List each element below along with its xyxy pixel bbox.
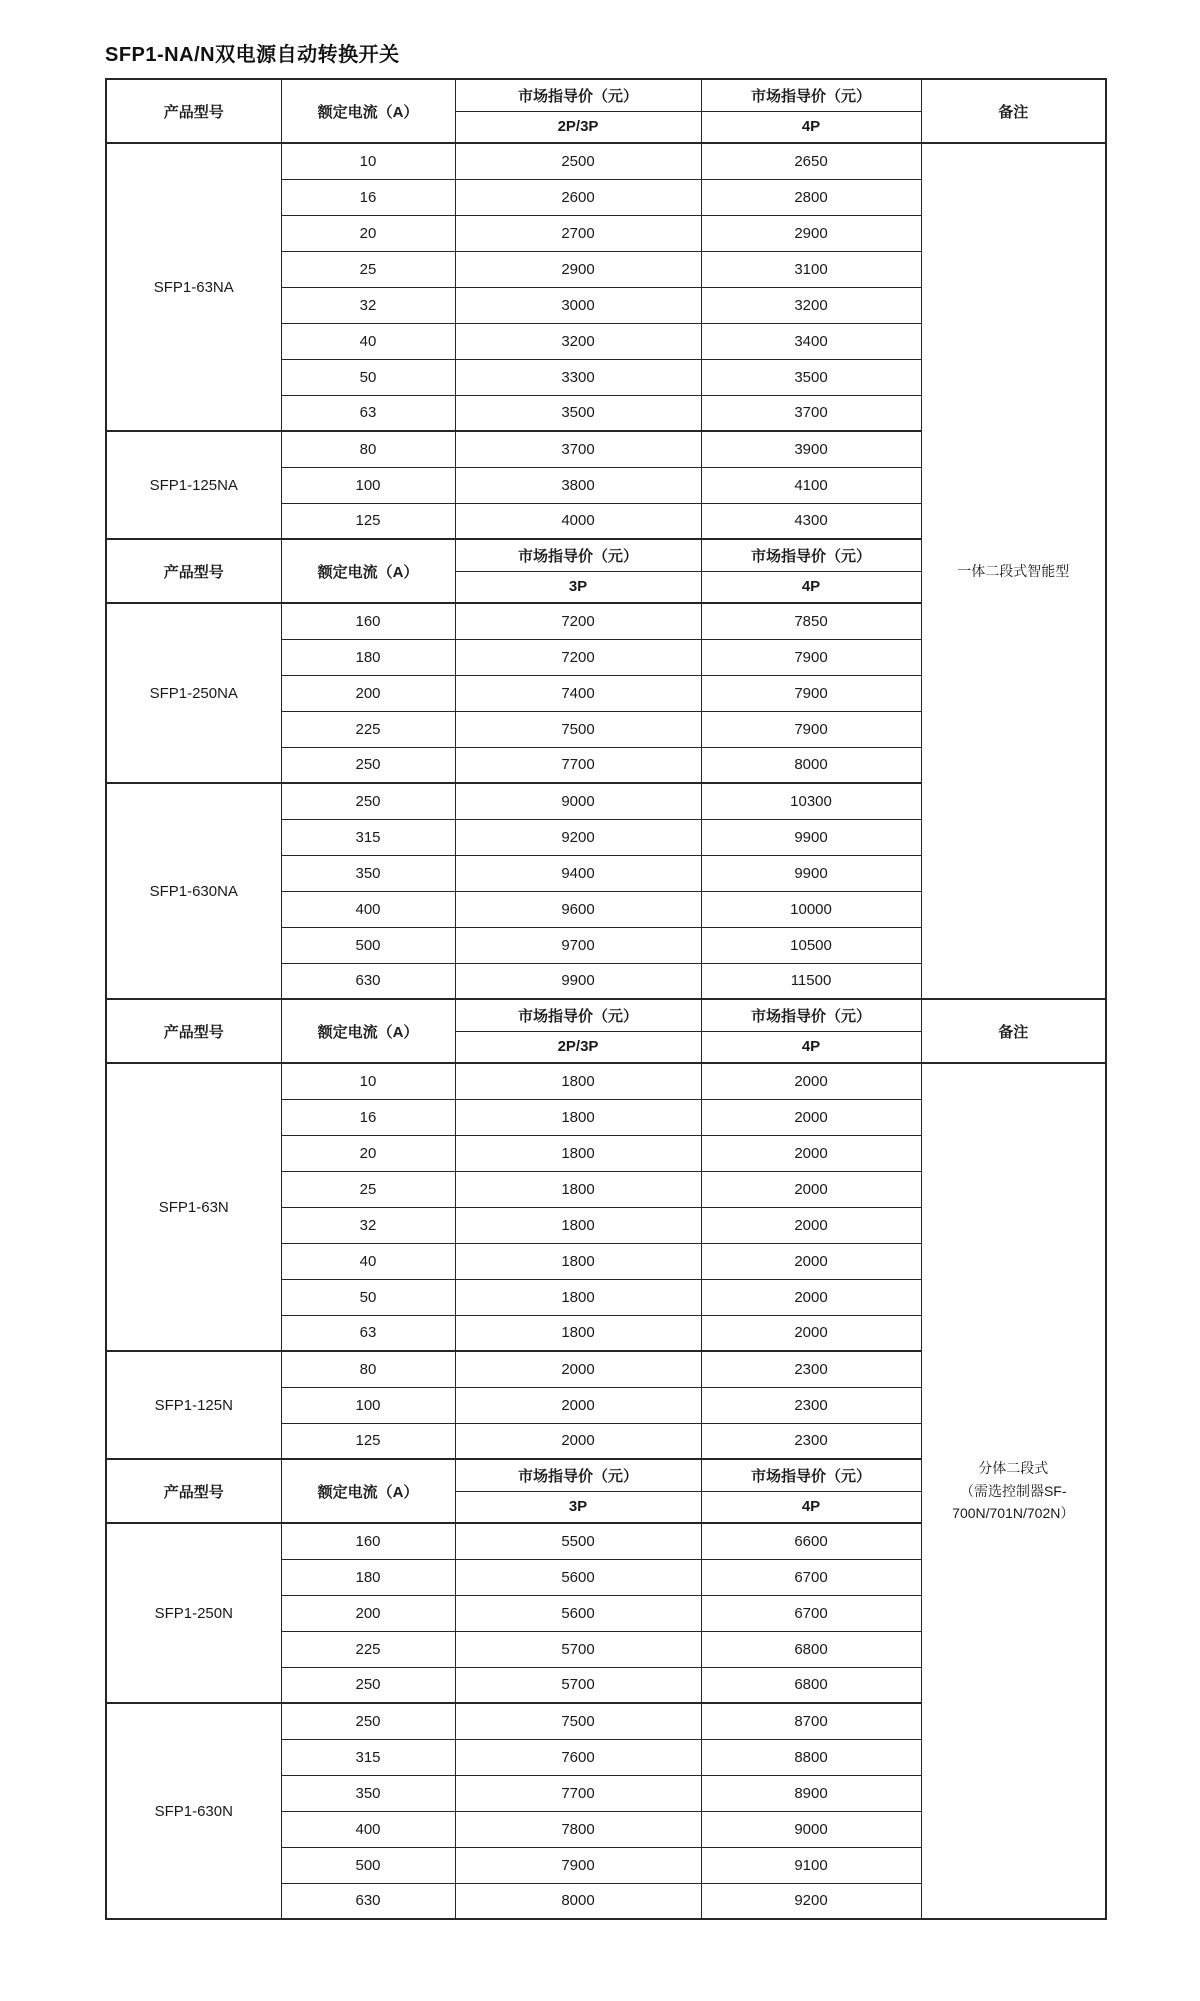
price-cell-right: 10000 (701, 891, 921, 927)
current-cell: 20 (281, 1135, 455, 1171)
price-cell-left: 5500 (455, 1523, 701, 1559)
model-cell: SFP1-125N (106, 1351, 281, 1459)
current-cell: 200 (281, 1595, 455, 1631)
price-cell-right: 3400 (701, 323, 921, 359)
price-cell-right: 2800 (701, 179, 921, 215)
price-cell-right: 2000 (701, 1243, 921, 1279)
price-cell-right: 4100 (701, 467, 921, 503)
model-cell: SFP1-125NA (106, 431, 281, 539)
current-cell: 10 (281, 1063, 455, 1099)
current-cell: 630 (281, 963, 455, 999)
col-header-price-left: 市场指导价（元） (455, 1459, 701, 1491)
model-cell: SFP1-63NA (106, 143, 281, 431)
price-cell-left: 5600 (455, 1559, 701, 1595)
col-header-current: 额定电流（A） (281, 1459, 455, 1523)
price-cell-left: 4000 (455, 503, 701, 539)
current-cell: 500 (281, 927, 455, 963)
price-cell-right: 8700 (701, 1703, 921, 1739)
price-cell-right: 6700 (701, 1559, 921, 1595)
price-cell-left: 1800 (455, 1171, 701, 1207)
price-cell-left: 1800 (455, 1207, 701, 1243)
current-cell: 50 (281, 1279, 455, 1315)
price-cell-right: 9900 (701, 819, 921, 855)
price-cell-left: 7700 (455, 747, 701, 783)
price-cell-left: 2900 (455, 251, 701, 287)
header-row (106, 79, 1106, 111)
col-header-price-left: 市场指导价（元） (455, 79, 701, 111)
price-cell-right: 8000 (701, 747, 921, 783)
col-header-model: 产品型号 (106, 79, 281, 143)
price-cell-right: 2000 (701, 1099, 921, 1135)
col-header-price-left: 市场指导价（元） (455, 539, 701, 571)
model-cell: SFP1-63N (106, 1063, 281, 1351)
price-cell-right: 3700 (701, 395, 921, 431)
current-cell: 180 (281, 1559, 455, 1595)
remark-line: 分体二段式 (978, 1460, 1049, 1477)
price-cell-right: 2000 (701, 1279, 921, 1315)
price-cell-right: 8800 (701, 1739, 921, 1775)
current-cell: 400 (281, 891, 455, 927)
current-cell: 10 (281, 143, 455, 179)
price-cell-left: 9400 (455, 855, 701, 891)
price-cell-right: 2000 (701, 1315, 921, 1351)
price-cell-left: 3500 (455, 395, 701, 431)
price-cell-right: 7900 (701, 711, 921, 747)
price-cell-left: 7200 (455, 639, 701, 675)
current-cell: 125 (281, 503, 455, 539)
price-cell-right: 6700 (701, 1595, 921, 1631)
price-cell-left: 1800 (455, 1279, 701, 1315)
current-cell: 250 (281, 1667, 455, 1703)
current-cell: 25 (281, 251, 455, 287)
price-cell-left: 3700 (455, 431, 701, 467)
price-cell-right: 2000 (701, 1207, 921, 1243)
page-title: SFP1-NA/N双电源自动转换开关 (105, 44, 400, 66)
header-row (106, 999, 1106, 1031)
price-cell-right: 3900 (701, 431, 921, 467)
price-cell-left: 2700 (455, 215, 701, 251)
current-cell: 80 (281, 431, 455, 467)
model-cell: SFP1-250N (106, 1523, 281, 1703)
price-cell-left: 7500 (455, 1703, 701, 1739)
price-cell-left: 7500 (455, 711, 701, 747)
price-cell-left: 7900 (455, 1847, 701, 1883)
price-cell-left: 1800 (455, 1099, 701, 1135)
col-header-price-right: 市场指导价（元） (701, 79, 921, 111)
current-cell: 125 (281, 1423, 455, 1459)
current-cell: 250 (281, 747, 455, 783)
price-cell-left: 2600 (455, 179, 701, 215)
price-cell-right: 10500 (701, 927, 921, 963)
price-cell-left: 2000 (455, 1387, 701, 1423)
price-cell-left: 3300 (455, 359, 701, 395)
current-cell: 400 (281, 1811, 455, 1847)
price-cell-left: 7200 (455, 603, 701, 639)
pole-subheader-left: 3P (455, 571, 701, 603)
price-cell-right: 7850 (701, 603, 921, 639)
current-cell: 225 (281, 1631, 455, 1667)
pole-subheader-left: 3P (455, 1491, 701, 1523)
price-cell-left: 2000 (455, 1423, 701, 1459)
col-header-current: 额定电流（A） (281, 539, 455, 603)
col-header-model: 产品型号 (106, 999, 281, 1063)
current-cell: 225 (281, 711, 455, 747)
pole-subheader-right: 4P (701, 1491, 921, 1523)
col-header-current: 额定电流（A） (281, 79, 455, 143)
price-cell-right: 2300 (701, 1351, 921, 1387)
col-header-price-left: 市场指导价（元） (455, 999, 701, 1031)
price-cell-left: 9700 (455, 927, 701, 963)
price-cell-left: 9200 (455, 819, 701, 855)
col-header-remark: 备注 (921, 999, 1106, 1063)
price-cell-left: 7400 (455, 675, 701, 711)
price-cell-right: 6600 (701, 1523, 921, 1559)
price-cell-right: 11500 (701, 963, 921, 999)
remark-cell (921, 143, 1106, 999)
current-cell: 500 (281, 1847, 455, 1883)
model-cell: SFP1-630N (106, 1703, 281, 1919)
price-cell-right: 8900 (701, 1775, 921, 1811)
price-cell-left: 1800 (455, 1243, 701, 1279)
price-cell-right: 9000 (701, 1811, 921, 1847)
price-cell-left: 1800 (455, 1063, 701, 1099)
price-cell-left: 3200 (455, 323, 701, 359)
current-cell: 100 (281, 1387, 455, 1423)
current-cell: 350 (281, 1775, 455, 1811)
price-cell-right: 9900 (701, 855, 921, 891)
price-cell-right: 7900 (701, 675, 921, 711)
price-cell-left: 3800 (455, 467, 701, 503)
current-cell: 250 (281, 1703, 455, 1739)
current-cell: 160 (281, 1523, 455, 1559)
pole-subheader-right: 4P (701, 111, 921, 143)
price-cell-left: 5700 (455, 1667, 701, 1703)
current-cell: 180 (281, 639, 455, 675)
remark-line: 700N/701N/702N） (952, 1505, 1075, 1522)
price-cell-left: 9600 (455, 891, 701, 927)
price-cell-left: 1800 (455, 1315, 701, 1351)
price-cell-right: 3100 (701, 251, 921, 287)
price-cell-right: 3200 (701, 287, 921, 323)
price-cell-right: 3500 (701, 359, 921, 395)
price-cell-right: 7900 (701, 639, 921, 675)
current-cell: 63 (281, 395, 455, 431)
current-cell: 100 (281, 467, 455, 503)
current-cell: 16 (281, 1099, 455, 1135)
current-cell: 250 (281, 783, 455, 819)
price-cell-right: 2000 (701, 1063, 921, 1099)
remark-line: 一体二段式智能型 (957, 562, 1070, 579)
pole-subheader-left: 2P/3P (455, 111, 701, 143)
price-cell-right: 6800 (701, 1667, 921, 1703)
price-cell-right: 2900 (701, 215, 921, 251)
price-cell-left: 2000 (455, 1351, 701, 1387)
price-cell-left: 5600 (455, 1595, 701, 1631)
price-cell-left: 2500 (455, 143, 701, 179)
price-cell-left: 7600 (455, 1739, 701, 1775)
remark-line: （需选控制器SF- (959, 1482, 1067, 1499)
current-cell: 50 (281, 359, 455, 395)
price-cell-right: 9200 (701, 1883, 921, 1919)
current-cell: 25 (281, 1171, 455, 1207)
col-header-current: 额定电流（A） (281, 999, 455, 1063)
pole-subheader-left: 2P/3P (455, 1031, 701, 1063)
current-cell: 160 (281, 603, 455, 639)
remark-cell (921, 1063, 1106, 1919)
price-cell-left: 7700 (455, 1775, 701, 1811)
price-cell-left: 7800 (455, 1811, 701, 1847)
price-cell-right: 10300 (701, 783, 921, 819)
price-cell-right: 4300 (701, 503, 921, 539)
col-header-remark: 备注 (921, 79, 1106, 143)
price-cell-left: 1800 (455, 1135, 701, 1171)
price-cell-right: 2300 (701, 1423, 921, 1459)
current-cell: 315 (281, 1739, 455, 1775)
col-header-price-right: 市场指导价（元） (701, 1459, 921, 1491)
price-cell-right: 9100 (701, 1847, 921, 1883)
price-cell-left: 3000 (455, 287, 701, 323)
current-cell: 40 (281, 1243, 455, 1279)
col-header-model: 产品型号 (106, 1459, 281, 1523)
current-cell: 20 (281, 215, 455, 251)
current-cell: 630 (281, 1883, 455, 1919)
price-cell-left: 8000 (455, 1883, 701, 1919)
price-cell-left: 5700 (455, 1631, 701, 1667)
current-cell: 63 (281, 1315, 455, 1351)
current-cell: 200 (281, 675, 455, 711)
price-cell-right: 2300 (701, 1387, 921, 1423)
current-cell: 80 (281, 1351, 455, 1387)
table-row (106, 143, 1106, 179)
current-cell: 350 (281, 855, 455, 891)
price-table-body (106, 79, 1106, 1919)
price-table (105, 78, 1107, 1920)
price-cell-right: 6800 (701, 1631, 921, 1667)
pole-subheader-right: 4P (701, 571, 921, 603)
price-cell-right: 2650 (701, 143, 921, 179)
current-cell: 40 (281, 323, 455, 359)
col-header-model: 产品型号 (106, 539, 281, 603)
current-cell: 16 (281, 179, 455, 215)
pole-subheader-right: 4P (701, 1031, 921, 1063)
table-row (106, 1063, 1106, 1099)
current-cell: 32 (281, 287, 455, 323)
model-cell: SFP1-250NA (106, 603, 281, 783)
price-cell-right: 2000 (701, 1135, 921, 1171)
current-cell: 32 (281, 1207, 455, 1243)
current-cell: 315 (281, 819, 455, 855)
price-cell-left: 9900 (455, 963, 701, 999)
price-cell-left: 9000 (455, 783, 701, 819)
col-header-price-right: 市场指导价（元） (701, 539, 921, 571)
price-cell-right: 2000 (701, 1171, 921, 1207)
model-cell: SFP1-630NA (106, 783, 281, 999)
col-header-price-right: 市场指导价（元） (701, 999, 921, 1031)
